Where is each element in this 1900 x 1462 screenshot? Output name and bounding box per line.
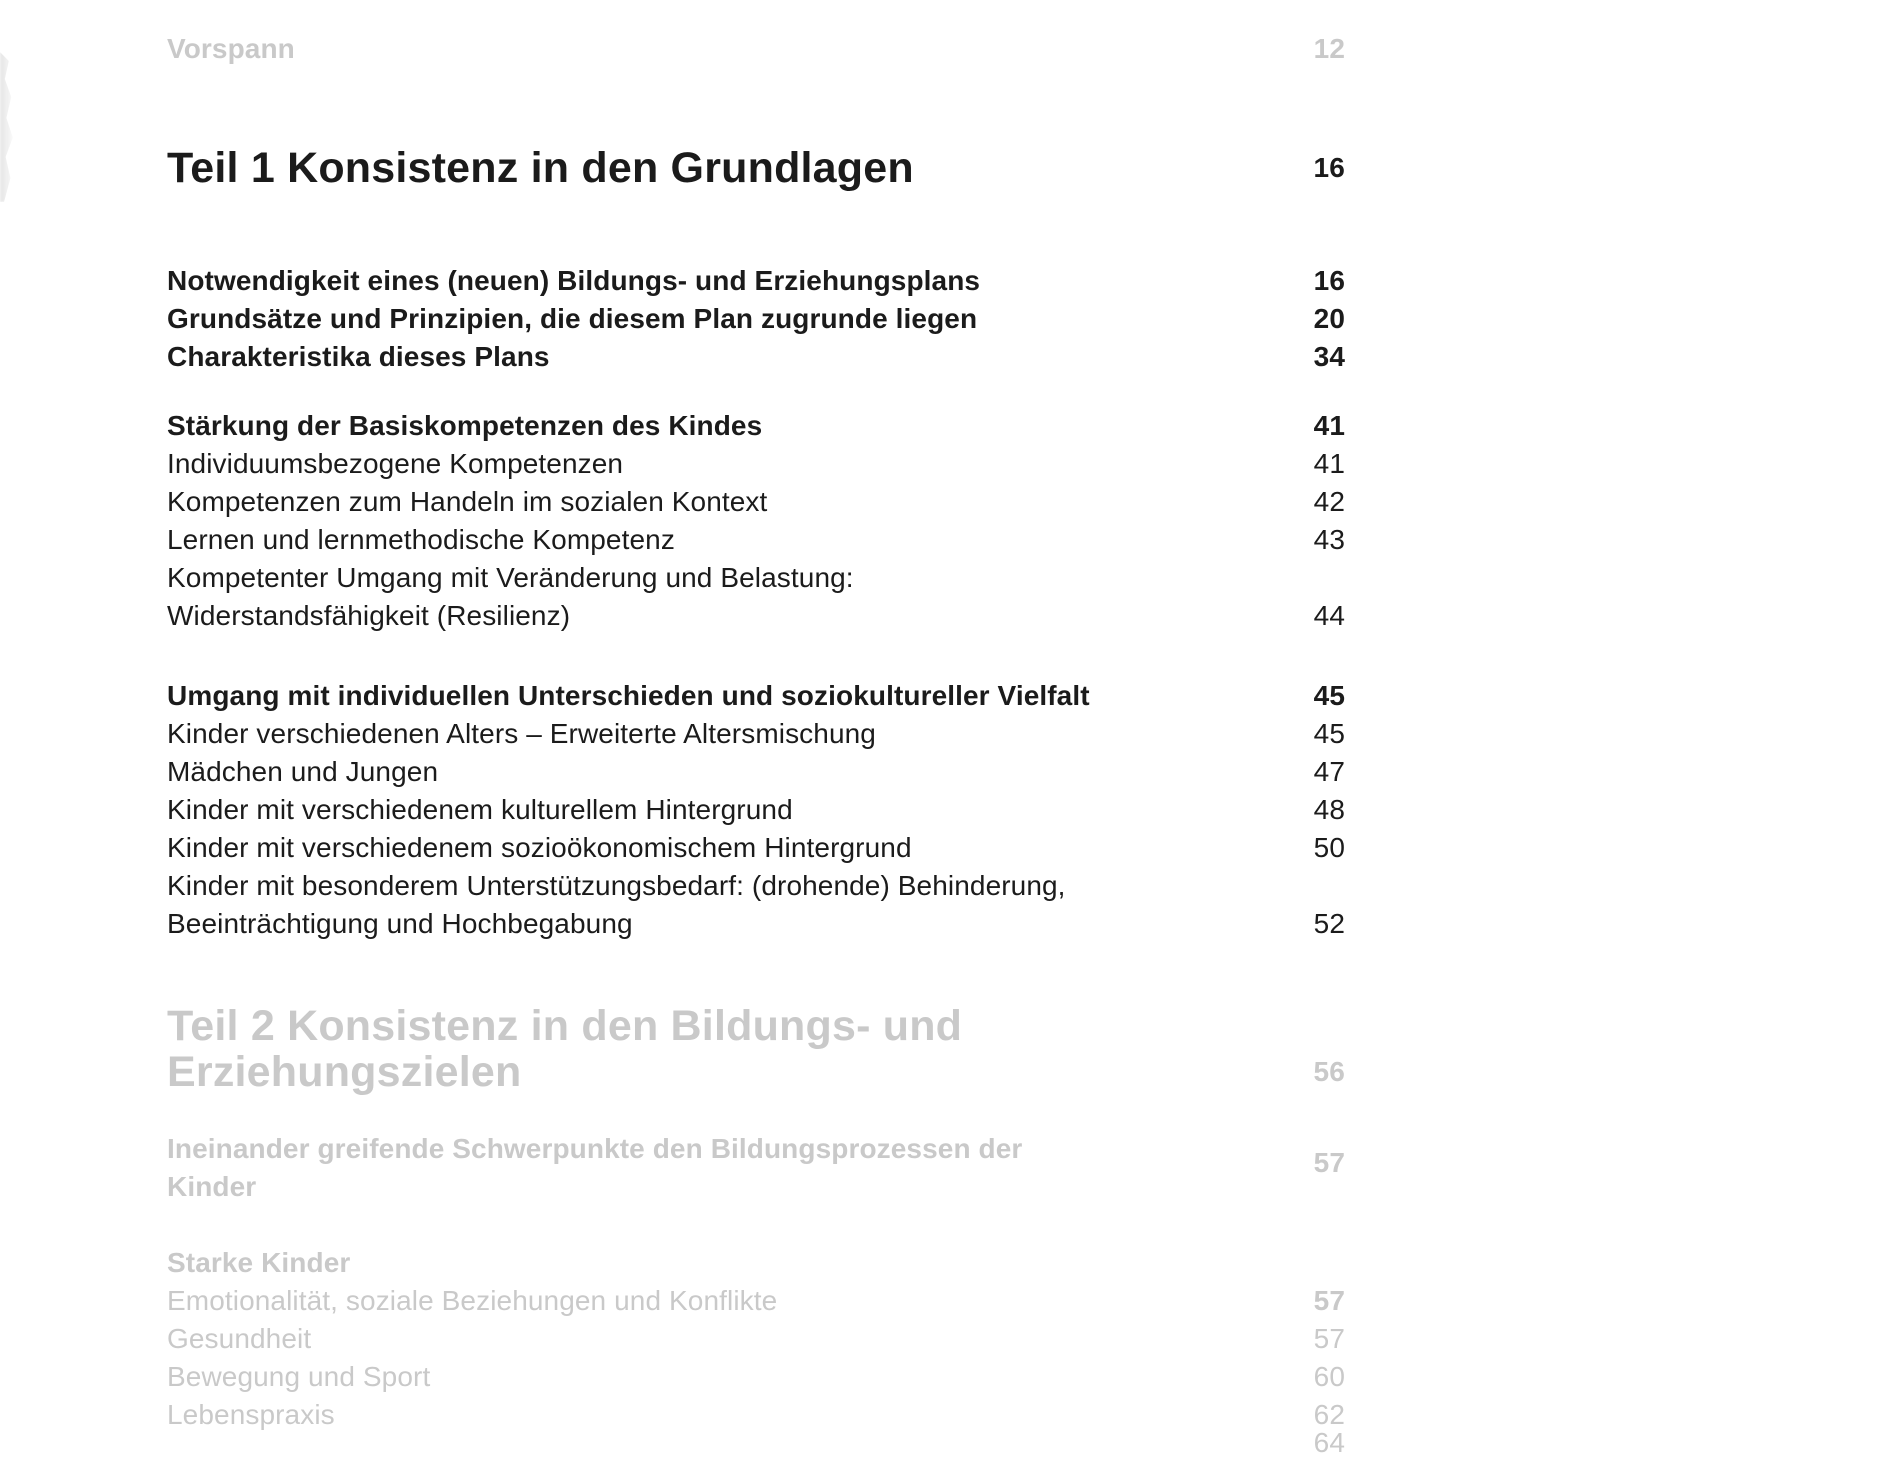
toc-part2-group-starke-kinder: [167, 1244, 1345, 1434]
part-title: Teil 2 Konsistenz in den Bildungs- und Erziehungszielen: [167, 1002, 963, 1096]
toc-part1-heading: [167, 145, 1345, 191]
toc-entry: [167, 407, 1345, 445]
part-title: Teil 1 Konsistenz in den Grundlagen: [167, 144, 914, 192]
toc-entry-label: Bewegung und Sport: [167, 1361, 431, 1392]
toc-entry-label: Emotionalität, soziale Beziehungen und Konflikte: [167, 1285, 778, 1316]
toc-entry-label: Charakteristika dieses Plans: [167, 341, 550, 372]
toc-entry-page: 41: [1313, 410, 1345, 441]
toc-entry: [167, 300, 1345, 338]
toc-entry-page: 43: [1313, 524, 1345, 555]
toc-entry-cutoff: [167, 1424, 1345, 1462]
toc-entry-label: Kinder verschiedenen Alters – Erweiterte Altersmischung: [167, 718, 876, 749]
toc-entry: [167, 30, 1345, 68]
toc-entry-label: Starke Kinder: [167, 1247, 351, 1278]
toc-entry-label: Kompetenter Umgang mit Veränderung und Belastung: Widerstandsfähigkeit (Resilienz): [167, 562, 854, 631]
toc-entry-page: 57: [1313, 1147, 1345, 1178]
toc-entry: [167, 483, 1345, 521]
toc-entry-label: Lebenspraxis: [167, 1399, 335, 1430]
toc-entry-page: 16: [1313, 265, 1345, 296]
toc-entry: [167, 338, 1345, 376]
toc-entry-page: 44: [1313, 600, 1345, 631]
toc-entry: [167, 791, 1345, 829]
toc-entry-page: 34: [1313, 341, 1345, 372]
toc-entry-label: Kinder mit besonderem Unterstützungsbedarf: (drohende) Behinderung, Beeinträchtigung und Hochbegabung: [167, 870, 1066, 939]
toc-entry-page: 42: [1313, 486, 1345, 517]
toc-entry-page: 56: [1313, 1056, 1345, 1087]
toc-section-vorspann: [167, 30, 1345, 68]
toc-entry-page: 62: [1313, 1399, 1345, 1430]
toc-entry-label: Gesundheit: [167, 1323, 312, 1354]
toc-entry-label: Notwendigkeit eines (neuen) Bildungs- und Erziehungsplans: [167, 265, 981, 296]
toc-entry: [167, 1282, 1345, 1320]
toc-entry: [167, 145, 1345, 191]
toc-entry-label: Grundsätze und Prinzipien, die diesem Plan zugrunde liegen: [167, 303, 978, 334]
toc-entry-label: Lernen und lernmethodische Kompetenz: [167, 524, 675, 555]
toc-part2-subheading: [167, 1130, 1345, 1206]
toc-entry-page: 20: [1313, 303, 1345, 334]
toc-entry-page: 12: [1313, 33, 1345, 64]
toc-entry-page: 52: [1313, 908, 1345, 939]
toc-entry-page: 47: [1313, 756, 1345, 787]
toc-entry-page: 16: [1313, 152, 1345, 183]
toc-part1-group2: [167, 407, 1345, 635]
toc-entry-page: 60: [1313, 1361, 1345, 1392]
toc-entry-label: Vorspann: [167, 33, 295, 64]
toc-entry-page: 64: [1313, 1427, 1345, 1458]
toc-entry: [167, 1003, 1345, 1095]
toc-entry-page: 50: [1313, 832, 1345, 863]
toc-entry: [167, 559, 1345, 635]
toc-part1-group1: [167, 262, 1345, 376]
toc-entry-label: Individuumsbezogene Kompetenzen: [167, 448, 624, 479]
toc-entry: [167, 521, 1345, 559]
toc-entry-page: 45: [1313, 680, 1345, 711]
toc-entry-label: Stärkung der Basiskompetenzen des Kindes: [167, 410, 763, 441]
toc-part1-group3: [167, 677, 1345, 943]
toc-entry: [167, 445, 1345, 483]
toc-entry: [167, 753, 1345, 791]
toc-entry: [167, 1320, 1345, 1358]
toc-entry-label: Umgang mit individuellen Unterschieden und soziokultureller Vielfalt: [167, 680, 1090, 711]
toc-entry: [167, 1244, 1345, 1282]
toc-entry: [167, 715, 1345, 753]
toc-entry: [167, 829, 1345, 867]
toc-entry: [167, 1130, 1345, 1206]
toc-entry-page: 57: [1313, 1323, 1345, 1354]
toc-entry: [167, 677, 1345, 715]
page-edge-scan-artifact: [0, 52, 16, 202]
toc-entry-page: 48: [1313, 794, 1345, 825]
toc-entry-page: 45: [1313, 718, 1345, 749]
toc-entry: [167, 867, 1345, 943]
toc-entry-label: Kompetenzen zum Handeln im sozialen Kontext: [167, 486, 768, 517]
toc-entry: [167, 1358, 1345, 1396]
toc-entry: [167, 1424, 1345, 1462]
toc-entry-page: 41: [1313, 448, 1345, 479]
toc-entry: [167, 262, 1345, 300]
toc-part2-heading: [167, 1003, 1345, 1095]
toc-entry-label: Mädchen und Jungen: [167, 756, 439, 787]
toc-entry-label: Kinder mit verschiedenem kulturellem Hintergrund: [167, 794, 793, 825]
toc-entry-label: Kinder mit verschiedenem sozioökonomischem Hintergrund: [167, 832, 912, 863]
toc-entry-label: Ineinander greifende Schwerpunkte den Bildungsprozessen der Kinder: [167, 1133, 1023, 1202]
toc-entry-page: 57: [1313, 1285, 1345, 1316]
